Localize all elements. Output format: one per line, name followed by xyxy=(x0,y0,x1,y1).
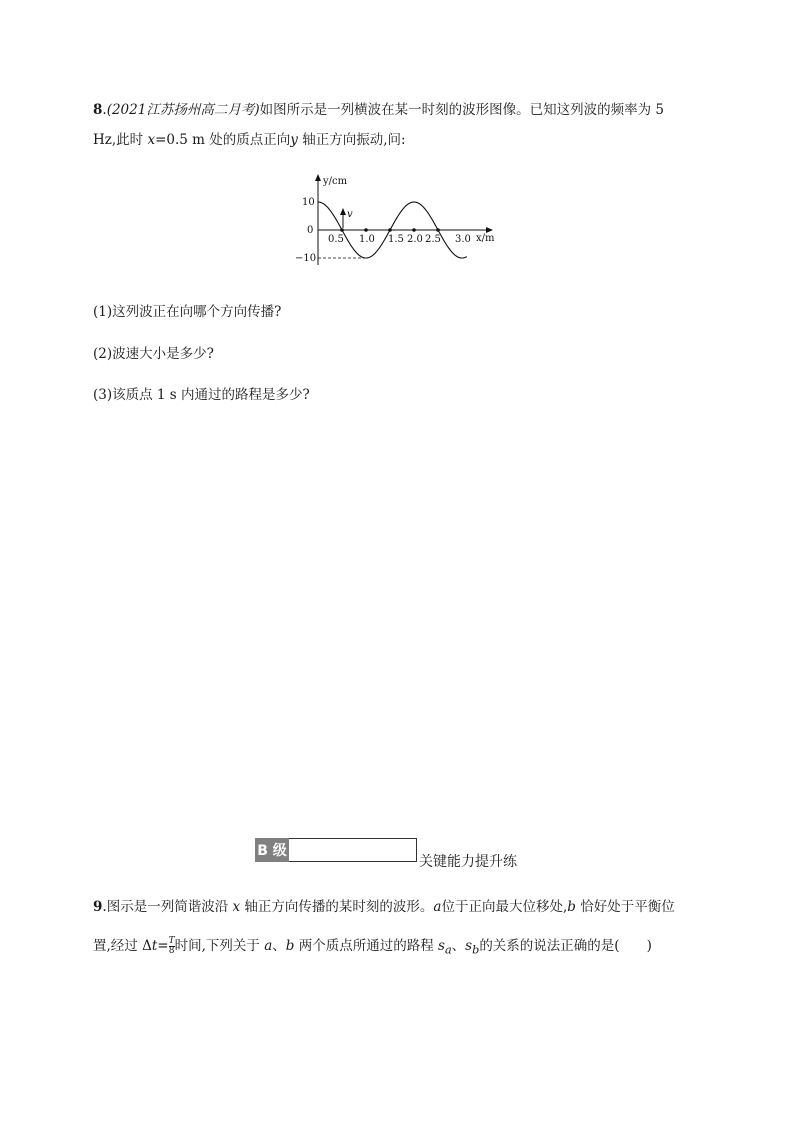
fraction-t-over-8: $\frac{T}{8}$ xyxy=(168,936,175,956)
level-badge: B 级 xyxy=(255,838,289,862)
y-axis-arrow xyxy=(315,174,321,181)
x-axis-label: x/m xyxy=(476,233,495,244)
level-box xyxy=(289,838,417,862)
x-tick-2.0: 2.0 xyxy=(407,234,423,245)
axis-dot-3 xyxy=(412,228,416,232)
y-tick-0: 0 xyxy=(307,225,314,236)
q9-number: 9 xyxy=(93,899,103,915)
q9-text-line2: 置,经过 Δt= $\frac{T}{8}$ 时间,下列关于 a、b 两个质点所通过的路程 $s_a$、$s_b$的关系的说法正确的是( ) xyxy=(93,936,652,957)
velocity-arrow-head xyxy=(340,208,346,215)
y-tick-10: 10 xyxy=(302,197,315,208)
axis-dot-2 xyxy=(388,228,392,232)
q8-source: (2021江苏扬州高二月考) xyxy=(106,102,260,118)
axis-dot-4 xyxy=(436,228,440,232)
x-tick-0.5: 0.5 xyxy=(328,234,344,245)
level-title: 关键能力提升练 xyxy=(419,854,517,870)
q8-text-line2: Hz,此时 x=0.5 m 处的质点正向y 轴正方向振动,问: xyxy=(93,132,406,148)
x-tick-2.5: 2.5 xyxy=(425,234,441,245)
axis-dot-1 xyxy=(364,228,368,232)
q8-text-line1: 8.(2021江苏扬州高二月考)如图所示是一列横波在某一时刻的波形图像。已知这列波的频率为 5 xyxy=(93,102,664,118)
axis-dot-0 xyxy=(340,228,344,232)
y-tick-neg10: −10 xyxy=(295,253,317,264)
wave-figure xyxy=(290,170,510,270)
q8-sub2: (2)波速大小是多少? xyxy=(93,346,214,362)
q9-text-line1: 9.图示是一列简谐波沿 x 轴正方向传播的某时刻的波形。a位于正向最大位移处,b 恰好处于平衡位 xyxy=(93,899,675,915)
x-tick-1.5: 1.5 xyxy=(388,234,404,245)
velocity-label: v xyxy=(347,209,353,220)
q8-number: 8 xyxy=(93,102,103,118)
level-heading xyxy=(255,838,517,870)
q8-sub1: (1)这列波正在向哪个方向传播? xyxy=(93,304,282,320)
x-tick-3.0: 3.0 xyxy=(455,234,471,245)
q8-sub3: (3)该质点 1 s 内通过的路程是多少? xyxy=(93,387,310,403)
y-axis-label: y/cm xyxy=(323,176,348,187)
x-tick-1.0: 1.0 xyxy=(359,234,375,245)
